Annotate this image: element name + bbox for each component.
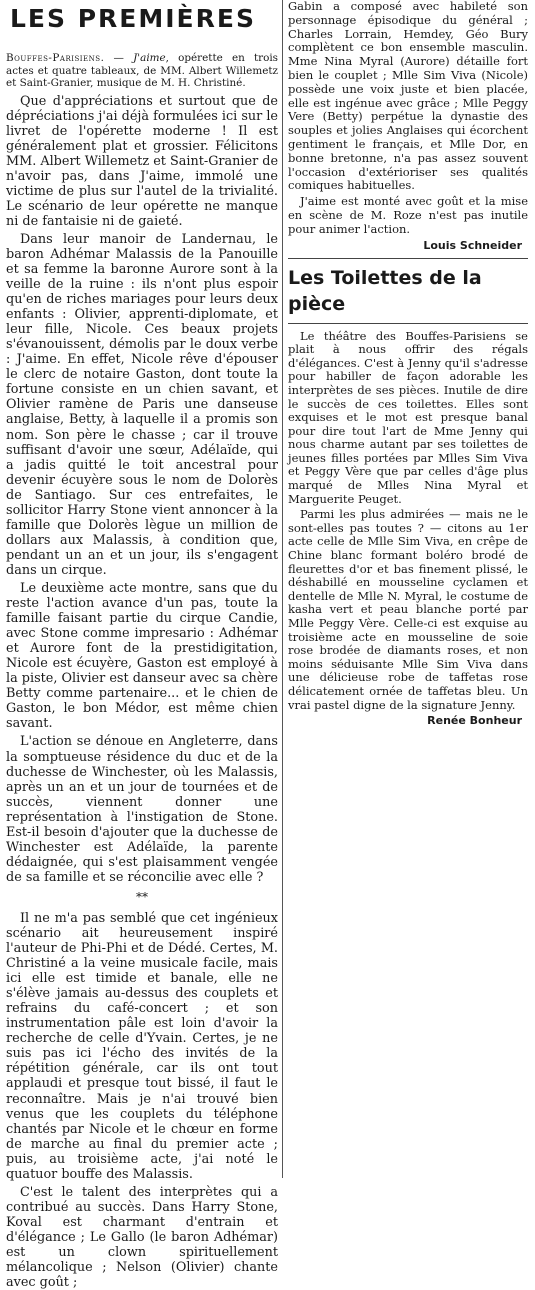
review-paragraph-5: Il ne m'a pas semblé que cet ingénieux scénario ait heureusement inspiré l'auteur de Phi-Phi et de Dédé. Certes, M. Christiné a la veine musicale facile, mais ici elle est timide et banale, elle ne s'élève jamais au-dessus des couplets et refrains du café-concert ; et son instrumentation pâle est loin d'avoir la recherche de celle d'Yvain. Certes, je ne suis pas ici l'écho des invités de la répétition générale, car ils ont tout applaudi et presque tout bissé, il faut le reconnaître. Mais je n'ai trouvé bien venus que les couplets du téléphone chantés par Nicole et le chœur en forme de marche au final du premier acte ; puis, au troisième acte, j'ai noté le quatuor bouffe des Malassis. [6,910,278,1182]
masthead-title: LES PREMIÈRES [10,4,256,33]
review-paragraph-4: L'action se dénoue en Angleterre, dans la somptueuse résidence du duc et de la duchesse de Winchester, où les Malassis, après un an et un jour de tournées et de succès, viennent donner une représentation à l'instigation de Stone. Est-il besoin d'ajouter que la duchesse de Winchester est Adélaïde, la parente dédaignée, qui s'est plaisamment vengée de sa famille et se réconcilie avec elle ? [6,734,278,885]
column-divider [282,0,283,1178]
theatre-name: Bouffes-Parisiens. [6,52,105,64]
section-rule [288,258,528,259]
toilettes-paragraph-1: Le théâtre des Bouffes-Parisiens se plait à nous offrir des régals d'élégances. C'est à Jenny qu'il s'adresse pour habiller de façon adorable les interprètes de ses pièces. Inutile de dire le succès de ces toilettes. Elles sont exquises et le mot est presque banal pour dire tout l'art de Mme Jenny qui nous charme autant par ses toilettes de jeunes filles portées par Mlles Sim Viva et Peggy Vère que par celles d'âge plus marqué de Mlles Nina Myral et Marguerite Peuget. [288,328,528,506]
review-paragraph-6: C'est le talent des interprètes qui a contribué au succès. Dans Harry Stone, Koval est charmant d'entrain et d'élégance ; Le Gallo (le baron Adhémar) est un clown spirituellement mélancolique ; Nelson (Olivier) chante avec goût ; [6,1184,278,1290]
review-paragraph-1: Que d'appréciations et surtout que de dépréciations j'ai déjà formulées ici sur le livret de l'opérette moderne ! Il est généralement plat et grossier. Félicitons MM. Albert Willemetz et Saint-Granier de n'avoir pas, dans J'aime, immolé une victime de plus sur l'autel de la trivialité. Le scénario de leur opérette ne manque ni de fantaisie ni de gaieté. [6,93,279,229]
review-paragraph-2: Dans leur manoir de Landernau, le baron Adhémar Malassis de la Panouille et sa femme la baronne Aurore sont à la veille de la ruine : ils n'ont plus espoir qu'en de riches mariages pour leurs deux enfants : Olivier, apprenti-diplomate, et leur fille, Nicole. Ces beaux projets s'évanouissent, démolis par le doux verbe : J'aime. En effet, Nicole rêve d'épouser le clerc de notaire Gaston, dont toute la fortune consiste en un chien savant, et Olivier ramène de Paris une danseuse anglaise, Betty, à laquelle il a promis son nom. Son père le chasse ; car il trouve suffisant d'avoir une sœur, Adélaïde, qui a jadis quitté le toit ancestral pour devenir écuyère sous le nom de Dolorès de Santiago. Sur ces entrefaites, le sollicitor Harry Stone vient annoncer à la famille que Dolorès lègue un million de dollars aux Malassis, à condition que, pendant un an et un jour, ils s'engagent dans un cirque. [6,231,278,578]
asterism: ** [136,889,148,904]
signature-bonheur: Renée Bonheur [427,714,522,728]
credits-rest: , opérette en trois actes et quatre tableaux, de MM. Albert Willemetz et Saint-Granier, musique de M. H. Christiné. [6,52,279,89]
heading-rule [288,323,528,324]
toilettes-heading: Les Toilettes de la pièce [288,266,482,315]
play-title: J'aime [133,52,166,64]
play-credits [6,52,278,90]
review-closing-paragraph: J'aime est monté avec goût et la mise en scène de M. Roze n'est pas inutile pour animer l'action. [288,194,528,236]
left-column [6,4,279,1290]
review-paragraph-3: Le deuxième acte montre, sans que du reste l'action avance d'un pas, toute la famille faisant partie du cirque Candie, avec Stone comme impresario : Adhémar et Aurore font de la prestidigitation, Nicole est écuyère, Gaston est employé à la piste, Olivier est danseur avec sa chère Betty comme partenaire... et le chien de Gaston, le bon Médor, est même chien savant. [6,581,278,732]
credits-dash: — [104,52,134,64]
toilettes-paragraph-2: Parmi les plus admirées — mais ne le sont-elles pas toutes ? — citons au 1er acte celle de Mlle Sim Viva, en crêpe de Chine blanc formant boléro brodé de fleurettes d'or et bas finement plissé, le déshabillé en mousseline cyclamen et dentelle de Mlle N. Myral, le costume de kasha vert et peau blanche porté par Mlle Peggy Vère. Celle-ci est exquise au troisième acte en mousseline de soie rose brodée de diamants roses, et non moins séduisante Mlle Sim Viva dans une délicieuse robe de taffetas rose délicatement ornée de taffetas bleu. Un vrai pastel digne de la signature Jenny. [288,507,528,712]
review-continuation: Gabin a composé avec habileté son personnage épisodique du général ; Charles Lorrain, Hemdey, Géo Bury complètent ce bon ensemble masculin. Mme Nina Myral (Aurore) détaille fort bien le couplet ; Mlle Sim Viva (Nicole) possède une voix juste et bien placée, elle est ingénue avec grâce ; Mlle Peggy Vere (Betty) perpétue la dynastie des souples et jolies Anglaises qui écorchent gentiment le français, et Mlle Dor, en bonne bretonne, n'a pas assez souvent l'occasion d'extérioriser ses qualités comiques habituelles. [288,0,528,193]
right-column [288,0,528,733]
signature-schneider: Louis Schneider [423,238,522,252]
